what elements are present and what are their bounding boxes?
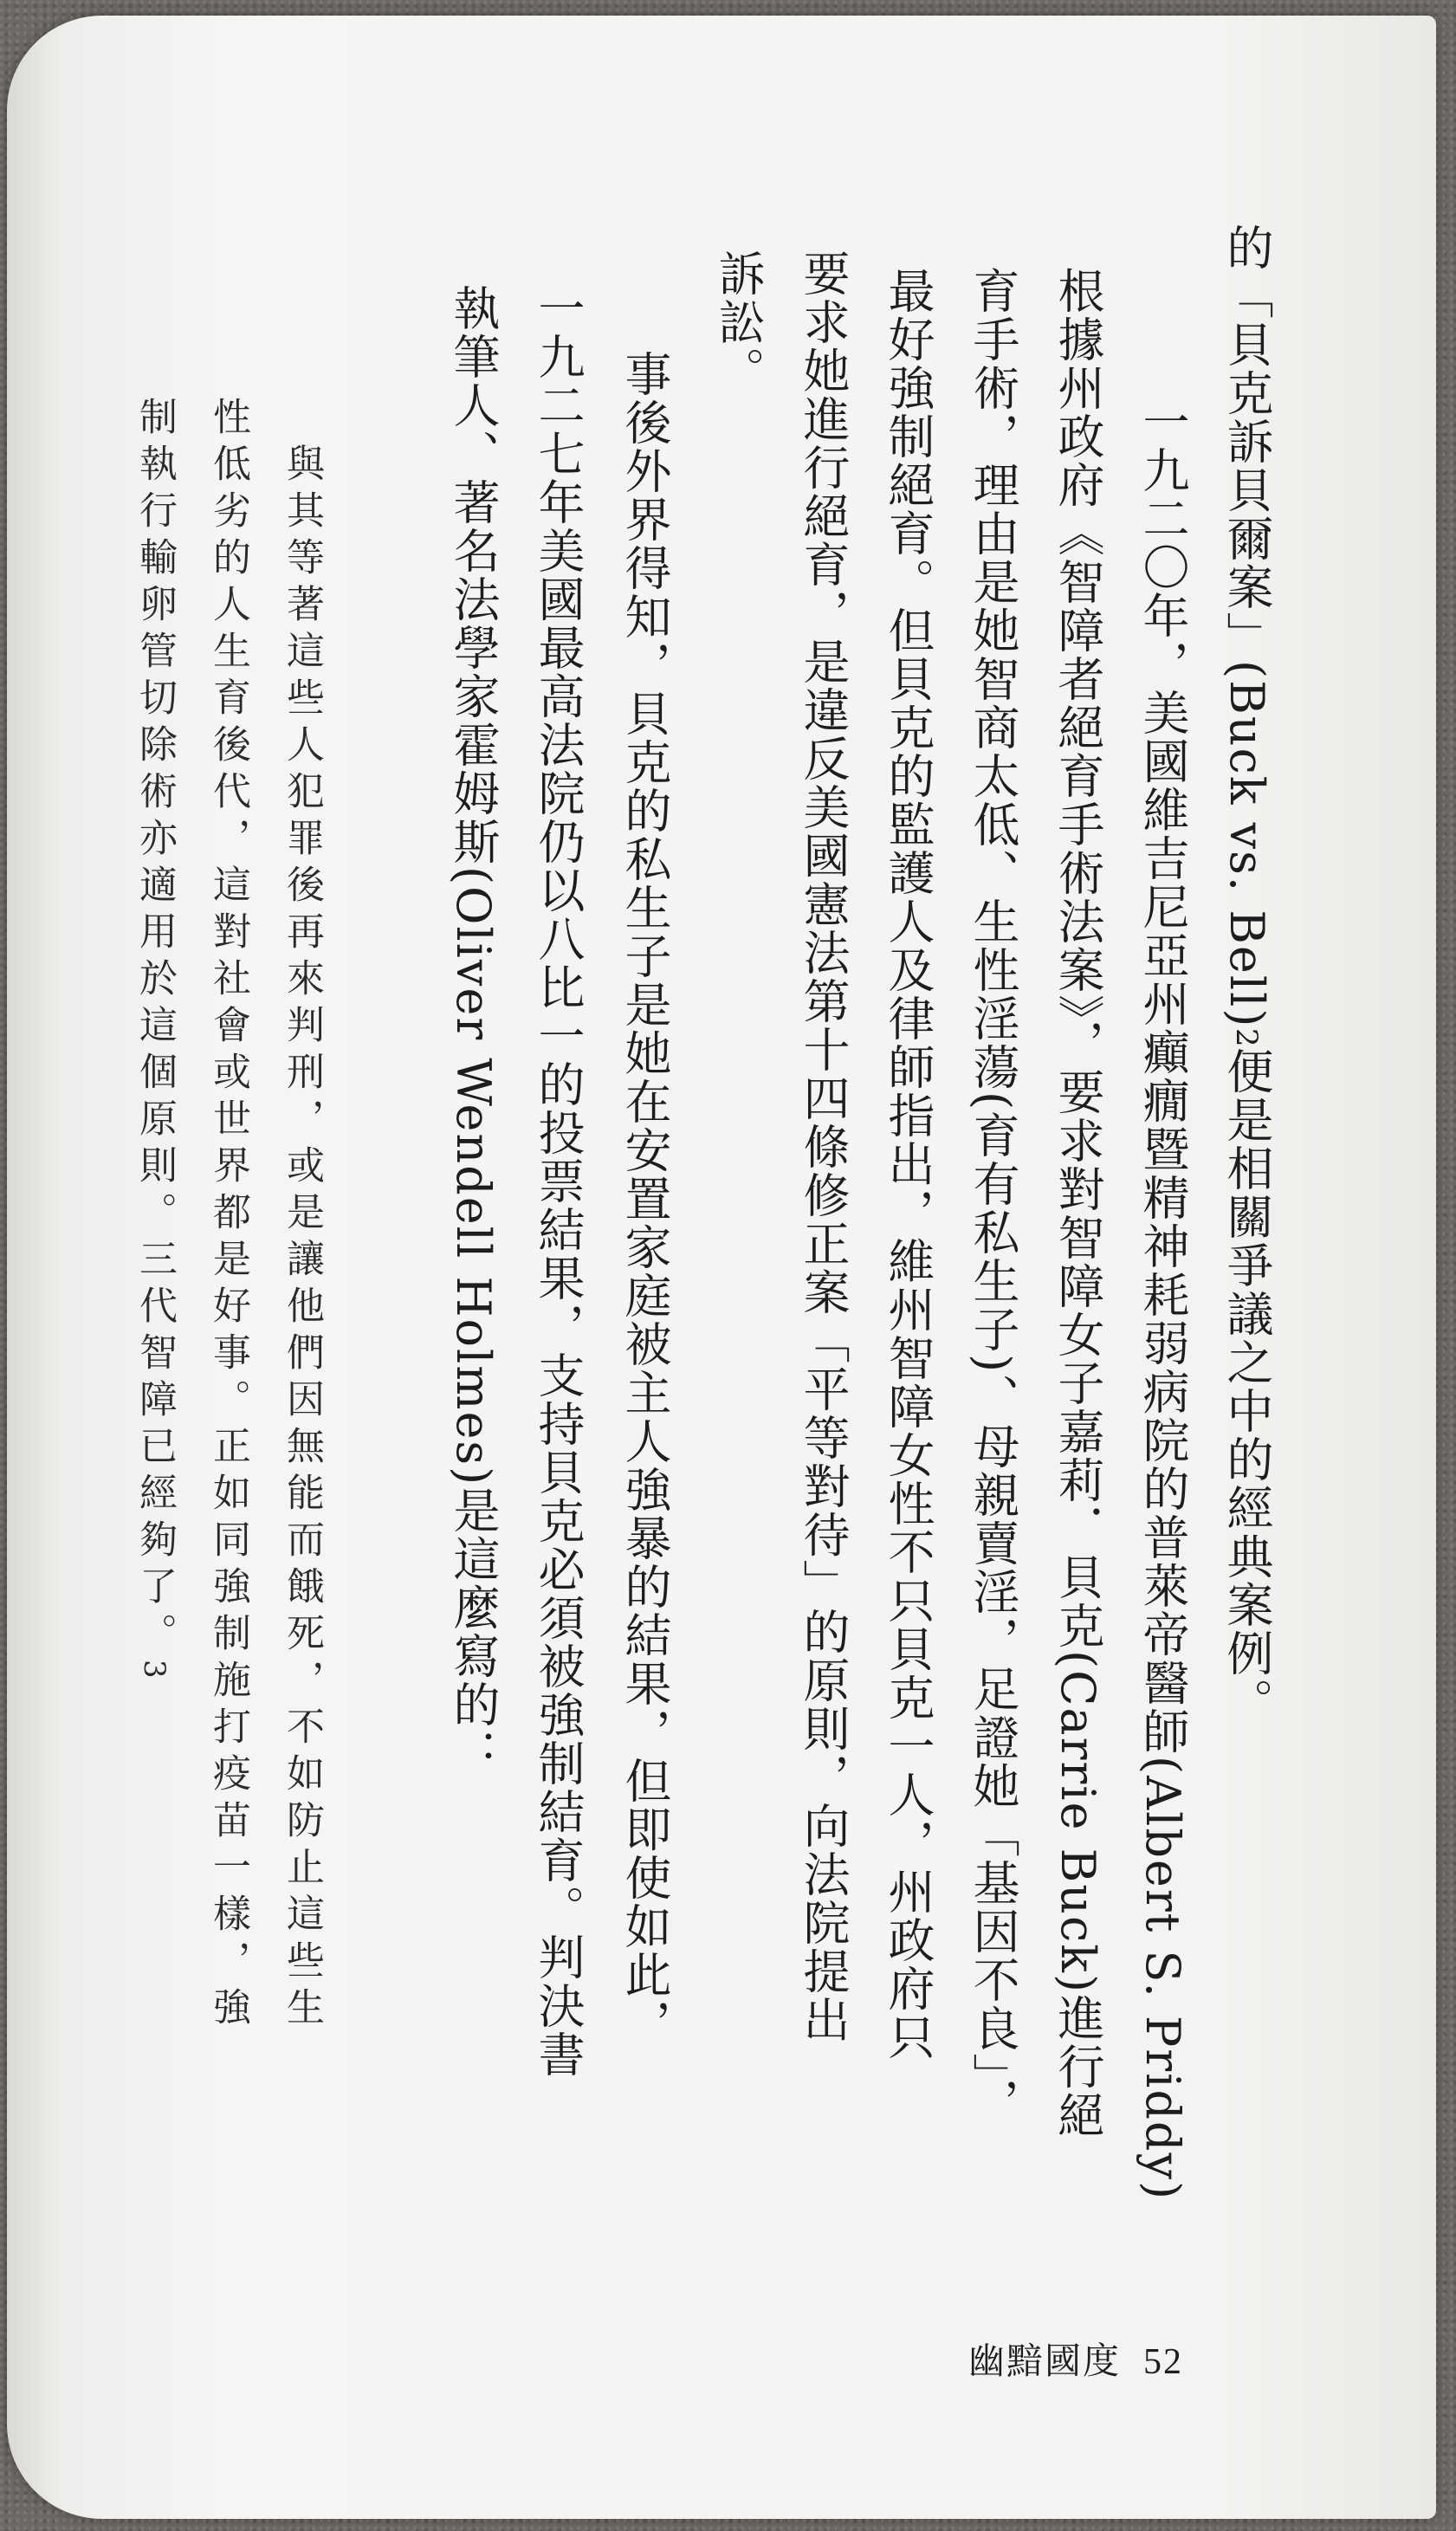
book-page — [7, 16, 1436, 2519]
page-footer — [968, 2333, 1183, 2385]
text-column-8: 事後外界得知，貝克的私生子是她在安置家庭被主人強暴的結果，但即使如此， — [618, 301, 672, 2048]
text-line-1: 的「貝克訴貝爾案」(Buck vs. Bell) — [1220, 223, 1274, 1029]
text-column-4: 育手術，理由是她智商太低、生性淫蕩(育有私生子)、母親賣淫，足證她「基因不良」， — [966, 267, 1020, 2127]
text-line-1-tail: 便是相關爭議之中的經典案例。 — [1220, 1047, 1274, 1727]
footnote-mark-2: 2 — [1229, 1028, 1264, 1048]
text-column-9: 一九二七年美國最高法院仍以八比一的投票結果，支持貝克必須被強制結育。判決書 — [531, 284, 586, 2079]
text-column-5: 最好強制絕育。但貝克的監護人及律師指出，維州智障女性不只貝克一人，州政府只 — [881, 267, 935, 2062]
quote-line-3: 制執行輸卵管切除術亦適用於這個原則。三代智障已經夠了。 — [133, 397, 177, 1660]
text-column-6: 要求她進行絕育，是違反美國憲法第十四條修正案「平等對待」的原則，向法院提出 — [796, 249, 851, 2044]
text-column-10: 執筆人、著名法學家霍姆斯(Oliver Wendell Holmes)是這麼寫的： — [446, 284, 501, 1778]
quote-column-3 — [128, 397, 180, 1679]
page-number: 52 — [1143, 2342, 1184, 2382]
text-column-7: 訴訟。 — [711, 249, 766, 395]
text-column-1 — [1215, 223, 1278, 1726]
text-column-2: 一九二〇年，美國維吉尼亞州癲癇暨精神耗弱病院的普萊帝醫師(Albert S. Priddy) — [1136, 349, 1190, 2202]
quote-column-2: 性低劣的人生育後代，這對社會或世界都是好事。正如同強制施打疫苗一樣，強 — [206, 397, 250, 2034]
footnote-mark-3: 3 — [137, 1660, 171, 1679]
book-title: 幽黯國度 — [968, 2340, 1122, 2382]
text-column-3: 根據州政府《智障者絕育手術法案》，要求對智障女子嘉莉．貝克(Carrie Buck)進行絕 — [1051, 267, 1105, 2140]
quote-column-1: 與其等著這些人犯罪後再來判刑，或是讓他們因無能而餓死，不如防止這些生 — [280, 397, 324, 2034]
